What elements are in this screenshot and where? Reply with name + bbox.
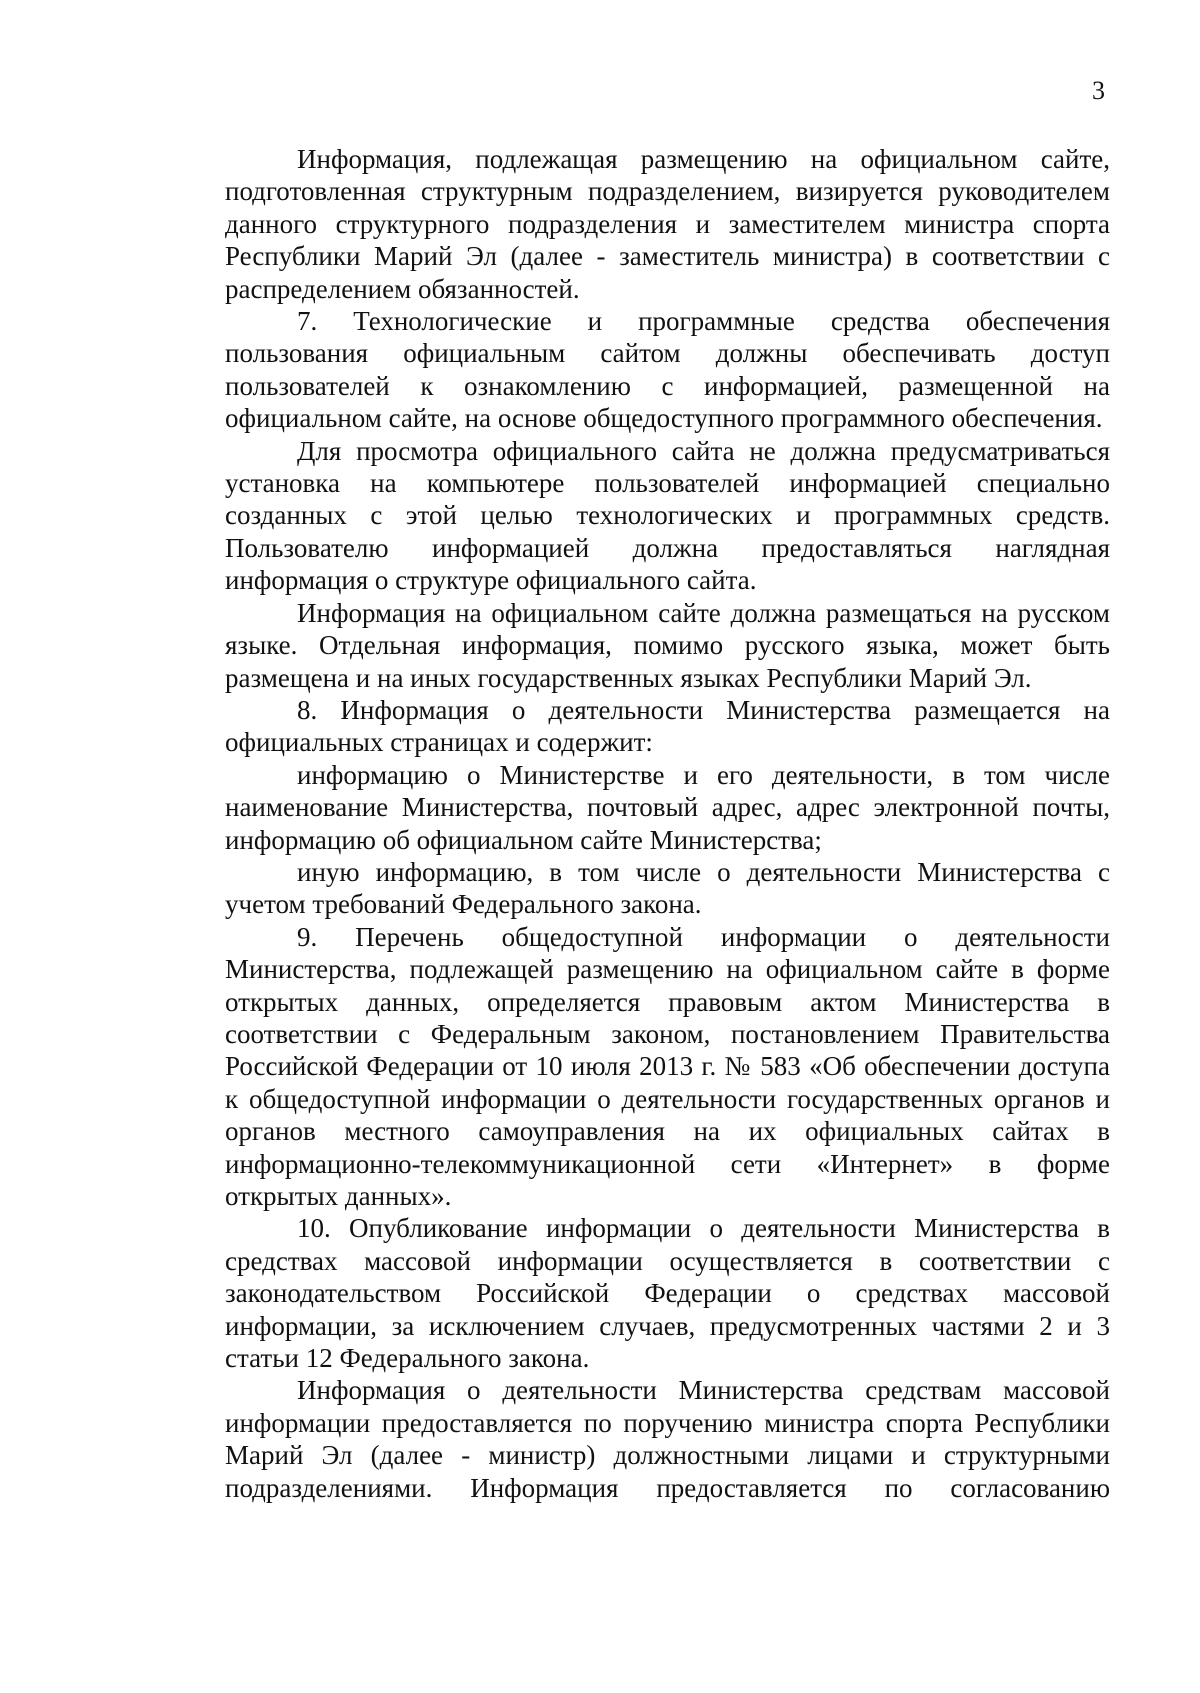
paragraph-item-8: 8. Информация о деятельности Министерства размещается на официальных страницах и содержит: (225, 694, 1110, 758)
paragraph-item-10: 10. Опубликование информации о деятельности Министерства в средствах массовой информации осуществляется в соответствии с законодательством Российской Федерации о средствах массовой информации, за исключением случаев, предусмотренных частями 2 и 3 статьи 12 Федерального закона. (225, 1213, 1110, 1374)
paragraph-site-viewing: Для просмотра официального сайта не должна предусматриваться установка на компьютере пользователей информацией специально созданных с этой целью технологических и программных средств. Пользователю информацией должна предоставляться наглядная информация о структуре официального сайта. (225, 435, 1110, 596)
paragraph-language: Информация на официальном сайте должна размещаться на русском языке. Отдельная информация, помимо русского языка, может быть размещена и на иных государственных языках Республики Марий Эл. (225, 597, 1110, 693)
paragraph-ministry-info: информацию о Министерстве и его деятельности, в том числе наименование Министерства, почтовый адрес, адрес электронной почты, информацию об официальном сайте Министерства; (225, 759, 1110, 855)
paragraph-item-9: 9. Перечень общедоступной информации о деятельности Министерства, подлежащей размещению на официальном сайте в форме открытых данных, определяется правовым актом Министерства в соответствии с Федеральным законом, постановлением Правительства Российской Федерации от 10 июля 2013 г. № 583 «Об обеспечении доступа к общедоступной информации о деятельности государственных органов и органов местного самоуправления на их официальных сайтах в информационно-телекоммуникационной сети «Интернет» в форме открытых данных». (225, 921, 1110, 1211)
page-number: 3 (1092, 76, 1105, 105)
paragraph-item-7: 7. Технологические и программные средства обеспечения пользования официальным сайтом должны обеспечивать доступ пользователей к ознакомлению с информацией, размещенной на официальном сайте, на основе общедоступного программного обеспечения. (225, 306, 1110, 434)
paragraph-media-info: Информация о деятельности Министерства средствам массовой информации предоставляется по поручению министра спорта Республики Марий Эл (далее - министр) должностными лицами и структурными подразделениями. Информация предоставляется по согласованию (225, 1375, 1110, 1503)
paragraph-other-info: иную информацию, в том числе о деятельности Министерства с учетом требований Федерального закона. (225, 856, 1110, 920)
paragraph-approval: Информация, подлежащая размещению на официальном сайте, подготовленная структурным подразделением, визируется руководителем данного структурного подразделения и заместителем министра спорта Республики Марий Эл (далее - заместитель министра) в соответствии с распределением обязанностей. (225, 144, 1110, 304)
document-body (225, 143, 1110, 1504)
